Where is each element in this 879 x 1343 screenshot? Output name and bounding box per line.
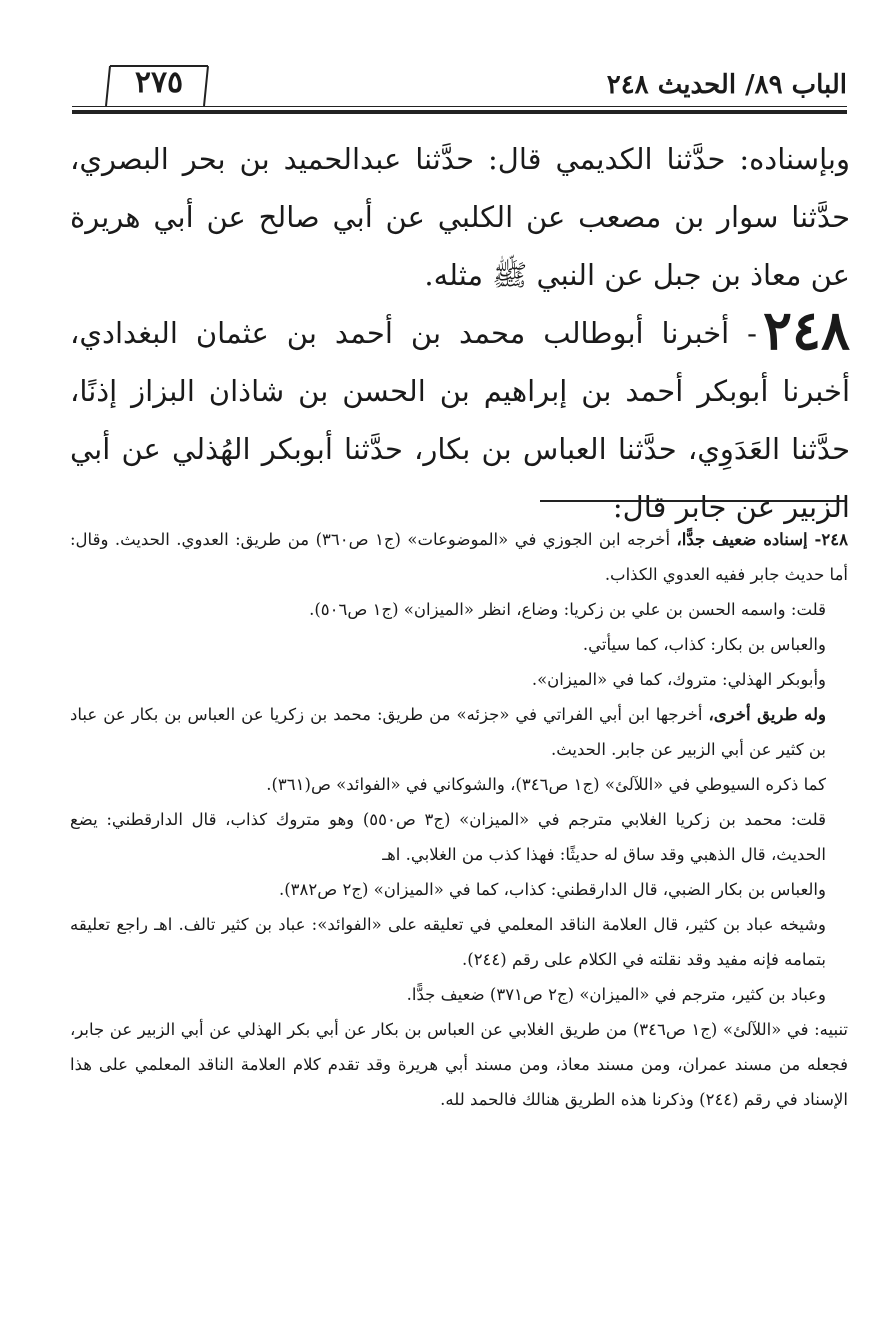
footnote-7: قلت: محمد بن زكريا الغلابي مترجم في «الميزان» (ج٣ ص٥٥٠) وهو متروك كذاب، قال الدارقطني: يضع الحديث، قال الذهبي وقد ساق له حديثًا: فهذا كذب من الغلابي. اهـ — [70, 810, 826, 864]
footnote-1-text: أخرجه ابن الجوزي في «الموضوعات» (ج١ ص٣٦٠) من طريق: العدوي. الحديث. وقال: أما حديث جابر ففيه العدوي الكذاب. — [70, 530, 848, 584]
footnote-5-text: أخرجها ابن أبي الفراتي في «جزئه» من طريق: محمد بن زكريا عن العباس بن بكار عن عباد بن كثير عن أبي الزبير عن جابر. الحديث. — [70, 705, 826, 759]
footnote-5 — [70, 697, 848, 767]
hadith-number: ٢٤٨ — [762, 298, 850, 362]
footnote-4: وأبوبكر الهذلي: متروك، كما في «الميزان». — [531, 670, 826, 689]
footnote-divider — [540, 500, 845, 502]
running-header-title: الباب ٨٩/ الحديث ٢٤٨ — [606, 70, 847, 100]
footnote-2: قلت: واسمه الحسن بن علي بن زكريا: وضاع، انظر «الميزان» (ج١ ص٥٠٦). — [309, 600, 826, 619]
footnote-8: والعباس بن بكار الضبي، قال الدارقطني: كذاب، كما في «الميزان» (ج٢ ص٣٨٢). — [278, 880, 826, 899]
page-number: ٢٧٥ — [134, 65, 184, 100]
footnote-3: والعباس بن بكار: كذاب، كما سيأتي. — [582, 635, 826, 654]
hadith-text: - أخبرنا أبوطالب محمد بن أحمد بن عثمان البغدادي، أخبرنا أبوبكر أحمد بن إبراهيم بن الحسن بن شاذان البزاز إذنًا، حدَّثنا العَدَوِي، حدَّثنا العباس بن بكار، حدَّثنا أبوبكر الهُذلي عن أبي الزبير عن جابر قال: — [70, 316, 850, 524]
page-number-box — [100, 62, 218, 108]
footnote-11: تنبيه: في «اللآلئ» (ج١ ص٣٤٦) من طريق الغلابي عن العباس بن بكار عن أبي بكر الهذلي عن أبي الزبير عن جابر، فجعله من مسند عمران، ومن مسند معاذ، ومن مسند أبي هريرة وقد تقدم كلام العلامة الناقد المعلمي على هذا الإسناد في رقم (٢٤٤) وذكرنا هذه الطريق هنالك فالحمد لله. — [70, 1020, 849, 1109]
footnote-9: وشيخه عباد بن كثير، قال العلامة الناقد المعلمي في تعليقه على «الفوائد»: عباد بن كثير تالف. اهـ راجع تعليقه بتمامه فإنه مفيد وقد نقلته في الكلام على رقم (٢٤٤). — [70, 915, 826, 969]
footnote-6: كما ذكره السيوطي في «اللآلئ» (ج١ ص٣٤٦)، والشوكاني في «الفوائد» ص(٣٦١). — [266, 775, 826, 794]
header-rule — [72, 110, 847, 114]
page-header — [72, 62, 847, 114]
footnote-1 — [70, 522, 848, 592]
footnote-10: وعباد بن كثير، مترجم في «الميزان» (ج٢ ص٣٧١) ضعيف جدًّا. — [406, 985, 826, 1004]
header-thin-rule — [72, 106, 847, 107]
main-paragraph-1: وبإسناده: حدَّثنا الكديمي قال: حدَّثنا عبدالحميد بن بحر البصري، حدَّثنا سوار بن مصعب عن الكلبي عن أبي صالح عن أبي هريرة عن معاذ بن جبل عن النبي ﷺ مثله. — [70, 142, 850, 292]
footnote-1-lead: ٢٤٨- إسناده ضعيف جدًّا، — [676, 530, 848, 549]
footnote-5-lead: وله طريق أخرى، — [708, 705, 826, 724]
footnotes — [70, 522, 848, 1117]
main-text — [70, 130, 850, 536]
